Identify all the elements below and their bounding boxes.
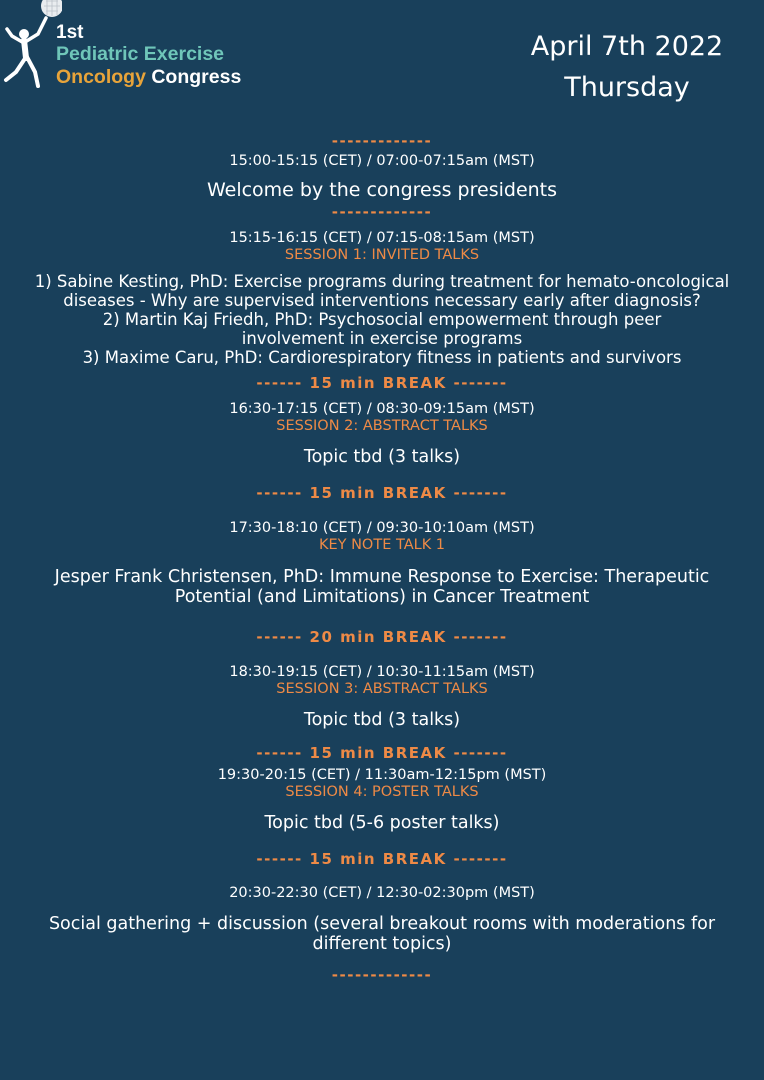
session-4-description: Topic tbd (5-6 poster talks) [264, 813, 500, 833]
session-2-time: 16:30-17:15 (CET) / 08:30-09:15am (MST) [229, 401, 535, 417]
keynote-block [0, 519, 764, 607]
social-time: 20:30-22:30 (CET) / 12:30-02:30pm (MST) [229, 885, 535, 901]
schedule [0, 128, 764, 984]
keynote-title-line-1: Jesper Frank Christensen, PhD: Immune Response to Exercise: Therapeutic [54, 567, 710, 587]
break-dashes-right: ------- [453, 374, 508, 392]
session-3-label: SESSION 3: ABSTRACT TALKS [276, 681, 488, 697]
break-4 [0, 744, 764, 762]
welcome-title: Welcome by the congress presidents [206, 179, 558, 201]
break-3 [0, 628, 764, 646]
welcome-block [0, 152, 764, 201]
break-dashes-left: ------ [256, 744, 303, 762]
break-dashes-left: ------ [256, 374, 303, 392]
separator-top: ------------- [331, 132, 433, 150]
separator-bottom: ------------- [331, 966, 433, 984]
keynote-time: 17:30-18:10 (CET) / 09:30-10:10am (MST) [229, 520, 535, 536]
social-block [0, 884, 764, 954]
talk-line: diseases - Why are supervised interventions necessary early after diagnosis? [63, 291, 701, 310]
logo-word-congress: Congress [151, 66, 242, 88]
talk-line: 2) Martin Kaj Friedh, PhD: Psychosocial empowerment through peer [102, 310, 662, 329]
break-dashes-right: ------- [453, 628, 508, 646]
event-date-line: April 7th 2022 [530, 31, 724, 62]
session-2-label: SESSION 2: ABSTRACT TALKS [276, 418, 488, 434]
break-dashes-left: ------ [256, 628, 303, 646]
break-2 [0, 484, 764, 502]
logo-word-oncology: Oncology [56, 66, 146, 88]
session-4-label: SESSION 4: POSTER TALKS [285, 784, 479, 800]
logo-line-1: Pediatric Exercise [56, 43, 225, 65]
keynote-label: KEY NOTE TALK 1 [318, 537, 446, 553]
logo-line-2 [56, 66, 241, 89]
social-description-line-2: different topics) [312, 934, 452, 954]
event-date [512, 26, 742, 108]
session-3-time: 18:30-19:15 (CET) / 10:30-11:15am (MST) [229, 664, 535, 680]
session-2-block [0, 400, 764, 467]
break-label: 15 min BREAK [309, 374, 447, 392]
break-dashes-left: ------ [256, 850, 303, 868]
session-3-block [0, 663, 764, 730]
session-3-description: Topic tbd (3 talks) [303, 710, 461, 730]
talk-line: 3) Maxime Caru, PhD: Cardiorespiratory fitness in patients and survivors [82, 348, 682, 367]
session-1-time: 15:15-16:15 (CET) / 07:15-08:15am (MST) [229, 230, 535, 246]
jumping-child-with-ball-icon [2, 0, 62, 95]
session-1-block [0, 229, 764, 367]
social-description-line-1: Social gathering + discussion (several breakout rooms with moderations for [48, 914, 716, 934]
break-5 [0, 850, 764, 868]
separator-welcome: ------------- [331, 203, 433, 221]
break-label: 15 min BREAK [309, 744, 447, 762]
break-dashes-right: ------- [453, 484, 508, 502]
break-label: 20 min BREAK [309, 628, 447, 646]
keynote-title-line-2: Potential (and Limitations) in Cancer Treatment [174, 587, 590, 607]
break-label: 15 min BREAK [309, 484, 447, 502]
talk-line: involvement in exercise programs [241, 329, 523, 348]
break-dashes-right: ------- [453, 850, 508, 868]
congress-logo [0, 0, 270, 100]
session-1-label: SESSION 1: INVITED TALKS [284, 247, 480, 263]
break-1 [0, 374, 764, 392]
session-4-time: 19:30-20:15 (CET) / 11:30am-12:15pm (MST) [217, 767, 547, 783]
session-4-block [0, 766, 764, 833]
session-1-talks [0, 272, 764, 367]
break-label: 15 min BREAK [309, 850, 447, 868]
break-dashes-right: ------- [453, 744, 508, 762]
break-dashes-left: ------ [256, 484, 303, 502]
session-2-description: Topic tbd (3 talks) [303, 447, 461, 467]
welcome-time: 15:00-15:15 (CET) / 07:00-07:15am (MST) [229, 153, 535, 169]
event-weekday: Thursday [564, 72, 690, 103]
talk-line: 1) Sabine Kesting, PhD: Exercise programs during treatment for hemato-oncological [34, 272, 730, 291]
logo-ordinal: 1st [56, 22, 84, 43]
